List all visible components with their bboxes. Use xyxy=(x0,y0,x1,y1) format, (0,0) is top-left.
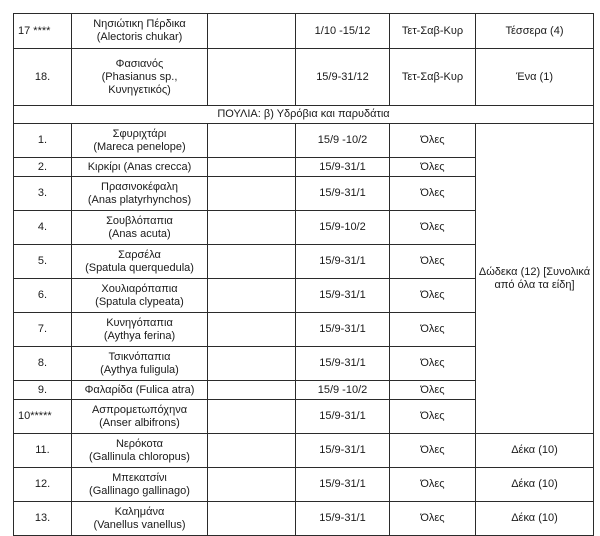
hunting-days: Όλες xyxy=(390,381,476,400)
season-period: 15/9-31/1 xyxy=(296,502,390,536)
row-number: 13. xyxy=(14,502,72,536)
species-name-cell xyxy=(72,468,208,502)
blank-cell xyxy=(208,158,296,177)
species-name-cell xyxy=(72,347,208,381)
common-name: Νερόκοτα xyxy=(115,437,164,450)
row-number: 8. xyxy=(14,347,72,381)
hunting-days: Όλες xyxy=(390,400,476,434)
blank-cell xyxy=(208,434,296,468)
common-name: Μπεκατσίνι xyxy=(112,471,167,484)
row-number: 2. xyxy=(14,158,72,177)
scientific-name: (Aythya fuligula) xyxy=(100,363,179,376)
season-period: 15/9-31/1 xyxy=(296,245,390,279)
hunting-regulations-table-document xyxy=(13,13,594,536)
scientific-name: (Mareca penelope) xyxy=(93,140,186,153)
daily-limit: Ένα (1) xyxy=(476,49,594,106)
blank-cell xyxy=(208,347,296,381)
species-name-cell xyxy=(72,14,208,49)
scientific-name: (Anser albifrons) xyxy=(99,416,180,429)
hunting-days: Όλες xyxy=(390,434,476,468)
blank-cell xyxy=(208,49,296,106)
scientific-name: (Gallinago gallinago) xyxy=(89,484,190,497)
species-name-cell xyxy=(72,279,208,313)
hunting-days: Όλες xyxy=(390,158,476,177)
species-name-cell xyxy=(72,158,208,177)
common-name: Φαλαρίδα (Fulica atra) xyxy=(84,383,195,396)
row-number: 10***** xyxy=(14,400,72,434)
table-body xyxy=(14,14,594,536)
row-number: 11. xyxy=(14,434,72,468)
common-name: Χουλιαρόπαπια xyxy=(101,282,178,295)
species-name-cell xyxy=(72,381,208,400)
row-number: 9. xyxy=(14,381,72,400)
season-period: 15/9-31/1 xyxy=(296,313,390,347)
season-period: 15/9 -10/2 xyxy=(296,381,390,400)
hunting-days: Όλες xyxy=(390,347,476,381)
season-period: 15/9-31/1 xyxy=(296,347,390,381)
species-name-cell xyxy=(72,434,208,468)
hunting-days: Όλες xyxy=(390,124,476,158)
season-period: 15/9-31/1 xyxy=(296,279,390,313)
blank-cell xyxy=(208,400,296,434)
row-number: 17 **** xyxy=(14,14,72,49)
blank-cell xyxy=(208,124,296,158)
row-number: 12. xyxy=(14,468,72,502)
hunting-days: Όλες xyxy=(390,279,476,313)
row-number: 1. xyxy=(14,124,72,158)
section-title: ΠΟΥΛΙΑ: β) Υδρόβια και παρυδάτια xyxy=(14,106,594,124)
common-name: Σουβλόπαπια xyxy=(106,214,173,227)
hunting-days: Τετ-Σαβ-Κυρ xyxy=(390,49,476,106)
hunting-days: Όλες xyxy=(390,211,476,245)
season-period: 15/9-31/1 xyxy=(296,177,390,211)
row-number: 6. xyxy=(14,279,72,313)
species-name-cell xyxy=(72,313,208,347)
blank-cell xyxy=(208,502,296,536)
blank-cell xyxy=(208,245,296,279)
blank-cell xyxy=(208,313,296,347)
hunting-days: Όλες xyxy=(390,177,476,211)
scientific-name: (Anas platyrhynchos) xyxy=(87,193,192,206)
daily-limit: Τέσσερα (4) xyxy=(476,14,594,49)
daily-limit: Δέκα (10) xyxy=(476,434,594,468)
row-number: 18. xyxy=(14,49,72,106)
species-name-cell xyxy=(72,211,208,245)
common-name: Κυνηγόπαπια xyxy=(106,316,173,329)
row-number: 3. xyxy=(14,177,72,211)
blank-cell xyxy=(208,468,296,502)
scientific-name: (Spatula querquedula) xyxy=(85,261,194,274)
common-name: Σφυριχτάρι xyxy=(112,127,167,140)
blank-cell xyxy=(208,211,296,245)
scientific-name: (Aythya ferina) xyxy=(103,329,176,342)
table-row xyxy=(14,434,594,468)
species-table xyxy=(13,13,594,536)
table-row xyxy=(14,502,594,536)
table-row xyxy=(14,14,594,49)
season-period: 15/9-31/1 xyxy=(296,434,390,468)
hunting-days: Όλες xyxy=(390,313,476,347)
species-name-cell xyxy=(72,400,208,434)
species-name-cell xyxy=(72,245,208,279)
scientific-name: (Alectoris chukar) xyxy=(96,31,183,43)
daily-limit: Δέκα (10) xyxy=(476,468,594,502)
hunting-days: Όλες xyxy=(390,245,476,279)
scientific-name: (Phasianus sp., Κυνηγετικός) xyxy=(101,70,178,96)
section-row xyxy=(14,106,594,124)
scientific-name: (Anas acuta) xyxy=(108,227,171,240)
scientific-name: (Spatula clypeata) xyxy=(95,295,184,308)
season-period: 15/9-31/1 xyxy=(296,400,390,434)
common-name: Κιρκίρι (Anas crecca) xyxy=(87,160,192,173)
species-name-cell xyxy=(72,502,208,536)
scientific-name: (Vanellus vanellus) xyxy=(93,518,186,531)
species-name-cell xyxy=(72,177,208,211)
season-period: 15/9-31/1 xyxy=(296,158,390,177)
table-row xyxy=(14,468,594,502)
species-name-cell xyxy=(72,124,208,158)
common-name: Νησιώτικη Πέρδικα xyxy=(93,18,186,30)
common-name: Καλημάνα xyxy=(114,505,165,518)
table-row xyxy=(14,124,594,158)
common-name: Τσικνόπαπια xyxy=(108,350,171,363)
row-number: 5. xyxy=(14,245,72,279)
blank-cell xyxy=(208,177,296,211)
row-number: 4. xyxy=(14,211,72,245)
common-name: Ασπρομετωπόχηνα xyxy=(91,403,188,416)
row-number: 7. xyxy=(14,313,72,347)
group-daily-limit: Δώδεκα (12) [Συνολικά από όλα τα είδη] xyxy=(476,124,594,434)
hunting-days: Όλες xyxy=(390,468,476,502)
common-name: Σαρσέλα xyxy=(118,248,161,261)
hunting-days: Τετ-Σαβ-Κυρ xyxy=(390,14,476,49)
season-period: 15/9 -10/2 xyxy=(296,124,390,158)
daily-limit: Δέκα (10) xyxy=(476,502,594,536)
season-period: 15/9-31/1 xyxy=(296,468,390,502)
common-name: Πρασινοκέφαλη xyxy=(101,180,178,193)
season-period: 15/9-31/12 xyxy=(296,49,390,106)
blank-cell xyxy=(208,14,296,49)
season-period: 15/9-10/2 xyxy=(296,211,390,245)
season-period: 1/10 -15/12 xyxy=(296,14,390,49)
species-name-cell xyxy=(72,49,208,106)
blank-cell xyxy=(208,279,296,313)
blank-cell xyxy=(208,381,296,400)
hunting-days: Όλες xyxy=(390,502,476,536)
common-name: Φασιανός xyxy=(115,57,164,70)
scientific-name: (Gallinula chloropus) xyxy=(89,450,190,463)
table-row xyxy=(14,49,594,106)
